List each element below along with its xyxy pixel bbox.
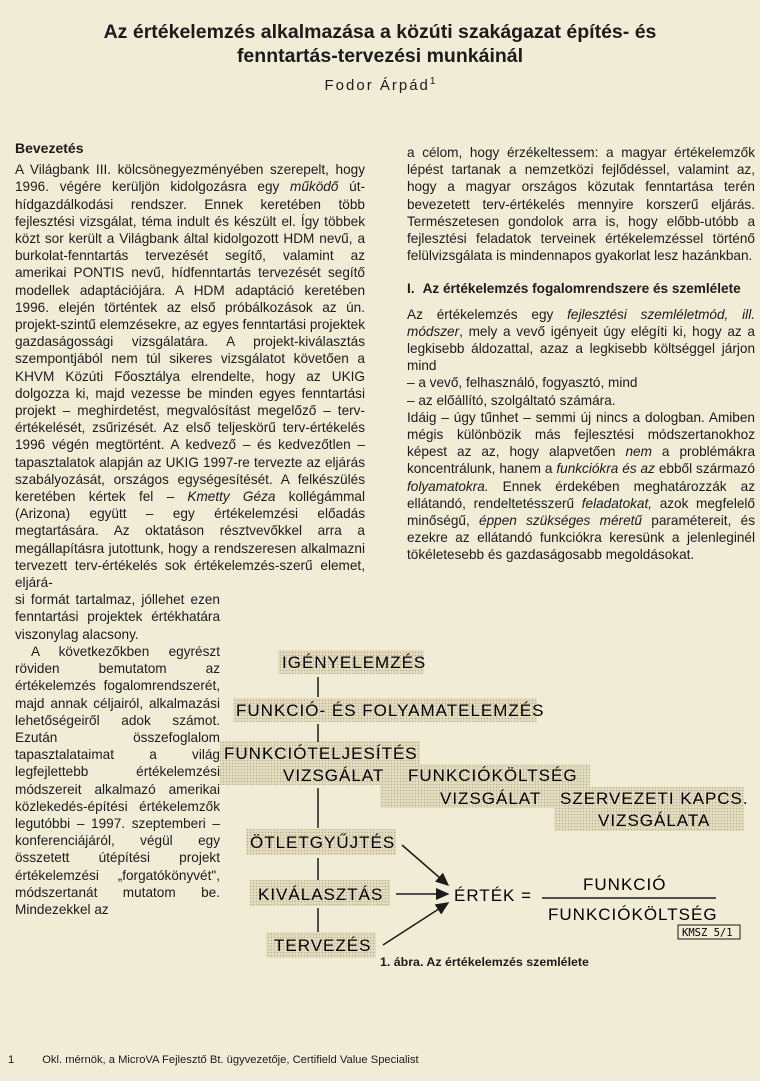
label-kivalasztas: KIVÁLASZTÁS — [258, 885, 384, 904]
label-funkciokoltseg-1: FUNKCIÓKÖLTSÉG — [408, 766, 578, 785]
section-heading-1: I. Az értékelemzés fogalomrendszere és szemlélete — [407, 281, 741, 297]
author-name: Fodor Árpád — [324, 77, 430, 94]
label-funkcioteljesites-2: VIZSGÁLAT — [283, 766, 385, 785]
label-funkciokoltseg-2: VIZSGÁLAT — [440, 789, 542, 808]
formula-numerator: FUNKCIÓ — [583, 875, 667, 894]
footnote-number: 1 — [8, 1054, 15, 1066]
label-szervezeti-1: SZERVEZETI KAPCS. — [560, 789, 749, 808]
intro-paragraph-1-tail: si formát tartalmaz, jóllehet ezen fenntartási projektek értékhatára viszonylag alacsony. — [15, 592, 220, 642]
right-paragraph-2: Az értékelemzés egy fejlesztési szemléletmód, ill. módszer, mely a vevő igényeit úgy elégíti ki, hogy az a legkisebb áldozattal, azaz a legkisebb költséggel járjon mind — [407, 306, 755, 374]
arrow-otlet — [402, 845, 448, 885]
label-igenyelemzes: IGÉNYELEMZÉS — [282, 653, 427, 672]
author-footnote-mark: 1 — [429, 76, 436, 87]
stamp-label: KMSZ 5/1 — [682, 927, 733, 939]
label-funkcio-folyamat: FUNKCIÓ- ÉS FOLYAMATELEMZÉS — [236, 701, 545, 720]
figure-caption: 1. ábra. Az értékelemzés szemlélete — [380, 955, 589, 969]
label-otletgyujtes: ÖTLETGYŰJTÉS — [250, 833, 396, 852]
arrow-tervezes — [383, 903, 448, 945]
label-tervezes: TERVEZÉS — [274, 936, 372, 955]
label-funkcioteljesites-1: FUNKCIÓTELJESÍTÉS — [224, 744, 418, 763]
footnote-text: Okl. mérnök, a MicroVA Fejlesztő Bt. ügyvezetője, Certifield Value Specialist — [42, 1054, 419, 1066]
label-szervezeti-2: VIZSGÁLATA — [598, 811, 711, 830]
right-paragraph-1: a célom, hogy érzékeltessem: a magyar értékelemzők lépést tartanak a nemzetközi fejlődéssel, valamint az, hogy a magyar országos közutak fenntartása terén bevezetett terv-értékelés mennyire korszerű eljárás. Természetesen gondolok arra is, hogy előbb-utóbb a fejlesztési feladatok terveinek értékelemzéssel történő felülvizsgálata is mindennapos gyakorlat lesz hazánkban. — [407, 145, 755, 264]
intro-paragraph-1: A Világbank III. kölcsönegyezményében szerepelt, hogy 1996. végére kerüljön kidolgozásra egy működő út-hídgazdálkodási rendszer. Ennek keretében több fejlesztési vizsgálat, téma indult és készült el. Így többek közt sor került a Világbank által kidolgozott HDM nevű, a burkolat-fenntartás tervezését segítő, valamint az amerikai PONTIS nevű, hídfenntartás tervezését segítő modellek adaptációjára. A HDM adaptáció keretében 1996. elején történtek az első próbálkozások az ún. projekt-szintű elemzésekre, az egyes fenntartási projektek gazdaságossági vizsgálatára. A projekt-kiválasztás szempontjából nem túl sikeres vizsgálatot követően a KHVM Közúti Főosztálya elrendelte, hogy az UKIG dolgozza ki, majd vezesse be minden egyes fenntartási projekt – meghirdetést, megvalósítást megelőző – terv-értékelését, zsűrizését. Az első teljeskörű terv-értékelés 1996 végén megtörtént. A kedvező – és kedvezőtlen – tapasztalatok alapján az UKIG 1997-re tervezte az eljárás szabályozását, országos egységesítését. A felkészülés keretében kértek fel – Kmetty Géza kollégámmal (Arizona) együtt – egy értékelemzési előadás megtartására. Az oktatáson résztvevőkkel arra a megállapításra jutottunk, hogy a rendszeresen alkalmazni tervezett terv-értékelés sok értékelemzés-szerű elemet, eljárá- — [15, 162, 366, 591]
dash-item-2: – az előállító, szolgáltató számára. — [407, 392, 616, 408]
dash-item-1: – a vevő, felhasználó, fogyasztó, mind — [407, 375, 638, 391]
footnote — [8, 1054, 419, 1066]
intro-paragraph-2: A következőkben egyrészt röviden bemutatom az értékelemzés fogalomrendszerét, majd annak céljairól, alkalmazási lehetőségeiről adok számot. Ezután összefoglalom tapasztalataimat a világ legfejlettebb értékelemzési módszereit alkalmazó amerikai közlekedés-építési értékelemzők legutóbbi – 1997. szeptemberi – konferenciájáról, végül egy összetett útépítési projekt értékelemzési „forgatókönyvét", módszertanát mutatom be. Mindezekkel az — [15, 643, 220, 917]
title-line-2: fenntartás-tervezési munkáinál — [236, 45, 524, 67]
formula-lhs: ÉRTÉK = — [454, 886, 533, 905]
right-paragraph-3: Idáig – úgy tűnhet – semmi új nincs a dologban. Amiben mégis különbözik más fejlesztési módszertanokhoz képest az az, hogy alapvetően nem a problémákra koncentrálunk, hanem a funkciókra és az ebből származó folyamatokra. Ennek érdekében meghatározzák az ellátandó, rendeltetésszerű feladatokat, azok megfelelő minőségű, éppen szükséges méretű paramétereit, és ezekre az ellátandó funkciókra keresünk a jelenleginél tökéletesebb és gazdaságosabb megoldásokat. — [407, 409, 756, 563]
title-line-1: Az értékelemzés alkalmazása a közúti szakágazat építés- és — [103, 21, 657, 43]
section-heading-intro: Bevezetés — [15, 140, 84, 156]
formula-denominator: FUNKCIÓKÖLTSÉG — [548, 905, 718, 924]
